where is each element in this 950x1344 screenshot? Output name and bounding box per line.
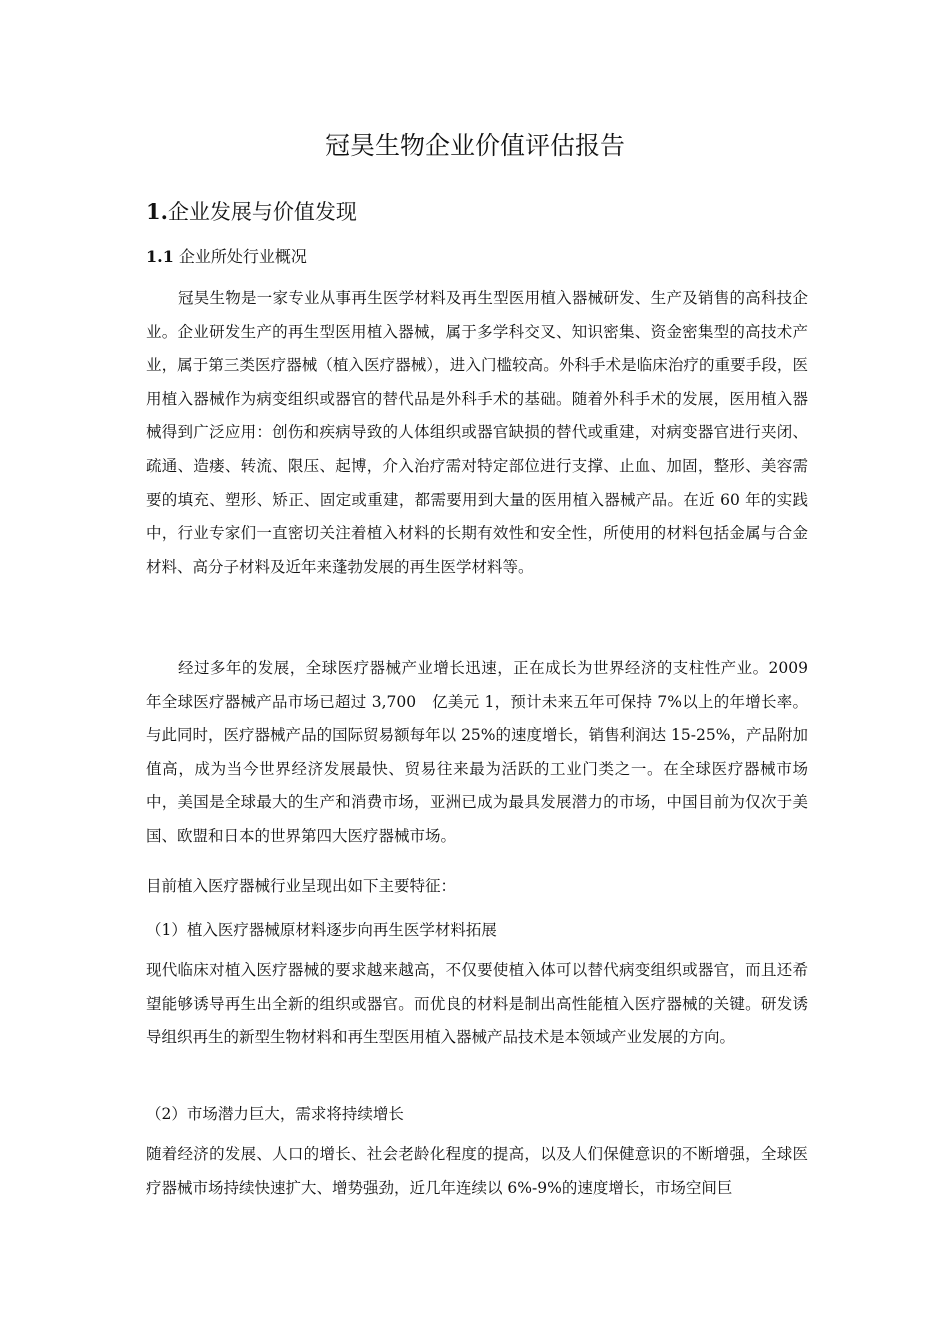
subsection-heading-1-1 (146, 243, 307, 271)
paragraph-company-overview: 冠昊生物是一家专业从事再生医学材料及再生型医用植入器械研发、生产及销售的高科技企业。企业研发生产的再生型医用植入器械，属于多学科交叉、知识密集、资金密集型的高技术产业，属于第三类医疗器械（植入医疗器械），进入门槛较高。外科手术是临床治疗的重要手段，医用植入器械作为病变组织或器官的替代品是外科手术的基础。随着外科手术的发展，医用植入器械得到广泛应用：创伤和疾病导致的人体组织或器官缺损的替代或重建，对病变器官进行夹闭、疏通、造瘘、转流、限压、起博，介入治疗需对特定部位进行支撑、止血、加固，整形、美容需要的填充、塑形、矫正、固定或重建，都需要用到大量的医用植入器械产品。在近 60 年的实践中，行业专家们一直密切关注着植入材料的长期有效性和安全性，所使用的材料包括金属与合金材料、高分子材料及近年来蓬勃发展的再生医学材料等。 (146, 289, 808, 576)
feature-heading-2: （2）市场潜力巨大，需求将持续增长 (146, 1105, 404, 1123)
subsection-title: 企业所处行业概况 (173, 247, 307, 266)
section-number: 1. (146, 199, 168, 224)
section-heading-1 (146, 196, 357, 228)
document-title: 冠昊生物企业价值评估报告 (324, 131, 625, 160)
subsection-number: 1.1 (146, 247, 174, 266)
section-title: 企业发展与价值发现 (167, 200, 357, 224)
feature-heading-1: （1）植入医疗器械原材料逐步向再生医学材料拓展 (146, 921, 497, 939)
paragraph-feature-2: 随着经济的发展、人口的增长、社会老龄化程度的提高，以及人们保健意识的不断增强，全球医疗器械市场持续快速扩大、增势强劲，近几年连续以 6%-9%的速度增长，市场空间巨 (146, 1145, 808, 1197)
paragraph-industry-features-intro: 目前植入医疗器械行业呈现出如下主要特征： (146, 877, 457, 895)
paragraph-global-market: 经过多年的发展，全球医疗器械产业增长迅速，正在成长为世界经济的支柱性产业。2009 年全球医疗器械产品市场已超过 3,700 亿美元 1，预计未来五年可保持 7%以上的年增长率。与此同时，医疗器械产品的国际贸易额每年以 25%的速度增长，销售利润达 15-25%，产品附加值高，成为当今世界经济发展最快、贸易往来最为活跃的工业门类之一。在全球医疗器械市场中，美国是全球最大的生产和消费市场，亚洲已成为最具发展潜力的市场，中国目前为仅次于美国、欧盟和日本的世界第四大医疗器械市场。 (146, 659, 808, 845)
paragraph-feature-1: 现代临床对植入医疗器械的要求越来越高，不仅要使植入体可以替代病变组织或器官，而且还希望能够诱导再生出全新的组织或器官。而优良的材料是制出高性能植入医疗器械的关键。研发诱导组织再生的新型生物材料和再生型医用植入器械产品技术是本领域产业发展的方向。 (146, 961, 808, 1047)
